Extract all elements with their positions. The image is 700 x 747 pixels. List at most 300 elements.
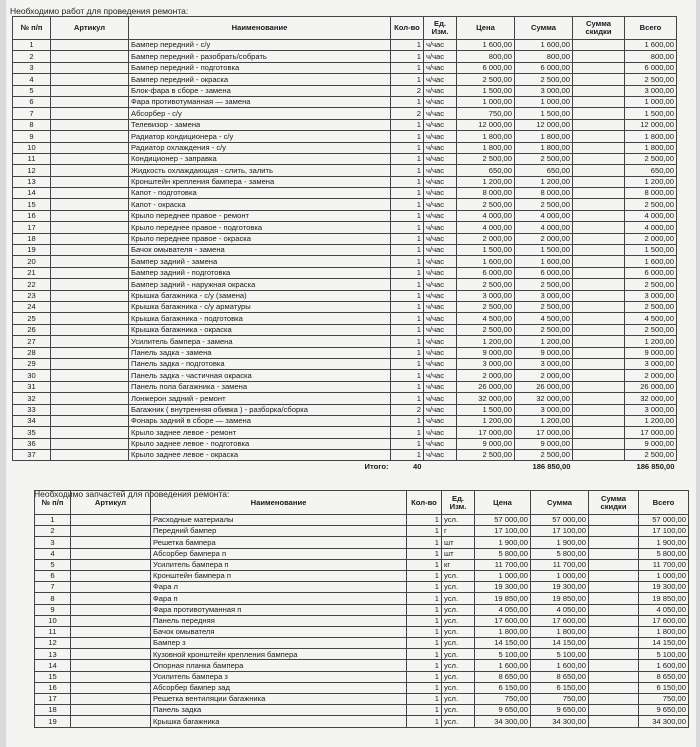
row-total: 2 500,00 <box>625 324 677 335</box>
row-unit: ч/час <box>424 324 457 335</box>
row-discount <box>589 582 639 593</box>
row-name: Бачок омывателя - замена <box>129 245 391 256</box>
row-unit: ч/час <box>424 62 457 73</box>
row-discount <box>573 188 625 199</box>
table-row <box>35 559 689 570</box>
table-row <box>13 233 677 244</box>
row-discount <box>573 347 625 358</box>
row-article <box>71 537 151 548</box>
row-sum: 9 650,00 <box>531 705 589 716</box>
row-discount <box>589 570 639 581</box>
row-article <box>71 593 151 604</box>
row-price: 5 800,00 <box>475 548 531 559</box>
row-price: 4 000,00 <box>457 222 515 233</box>
row-unit: усл. <box>442 671 475 682</box>
row-price: 1 500,00 <box>457 404 515 415</box>
row-qty: 1 <box>407 582 442 593</box>
row-name: Фара л <box>151 582 407 593</box>
row-total: 1 900,00 <box>639 537 689 548</box>
row-name: Крышка багажника - с/у (замена) <box>129 290 391 301</box>
row-name: Капот - окраска <box>129 199 391 210</box>
row-discount <box>589 671 639 682</box>
row-unit: усл. <box>442 705 475 716</box>
row-num: 3 <box>13 62 51 73</box>
row-name: Кузовной кронштейн крепления бампера <box>151 649 407 660</box>
row-sum: 1 600,00 <box>531 660 589 671</box>
row-num: 19 <box>13 245 51 256</box>
row-price: 34 300,00 <box>475 716 531 727</box>
row-price: 26 000,00 <box>457 381 515 392</box>
table-row <box>35 716 689 727</box>
row-discount <box>573 142 625 153</box>
table-row <box>35 649 689 660</box>
row-sum: 2 500,00 <box>515 153 573 164</box>
row-name: Панель передняя <box>151 615 407 626</box>
row-sum: 1 600,00 <box>515 40 573 51</box>
row-qty: 1 <box>391 96 424 107</box>
row-discount <box>573 131 625 142</box>
row-qty: 1 <box>407 694 442 705</box>
row-unit: ч/час <box>424 96 457 107</box>
row-qty: 1 <box>391 450 424 461</box>
table-row <box>35 660 689 671</box>
row-price: 1 900,00 <box>475 537 531 548</box>
row-price: 4 000,00 <box>457 210 515 221</box>
row-qty: 1 <box>407 548 442 559</box>
row-num: 17 <box>35 694 71 705</box>
table-row <box>13 199 677 210</box>
row-name: Передний бампер <box>151 526 407 537</box>
row-qty: 1 <box>407 515 442 526</box>
row-price: 2 500,00 <box>457 74 515 85</box>
row-article <box>71 570 151 581</box>
row-price: 12 000,00 <box>457 119 515 130</box>
row-name: Опорная планка бампера <box>151 660 407 671</box>
row-name: Панель задка - подготовка <box>129 358 391 369</box>
row-price: 57 000,00 <box>475 515 531 526</box>
row-num: 1 <box>35 515 71 526</box>
row-name: Фара противотуманная — замена <box>129 96 391 107</box>
row-sum: 2 500,00 <box>515 74 573 85</box>
row-discount <box>589 660 639 671</box>
row-name: Бампер задний - замена <box>129 256 391 267</box>
row-qty: 1 <box>407 638 442 649</box>
table-row <box>35 537 689 548</box>
row-price: 1 800,00 <box>457 142 515 153</box>
row-article <box>71 515 151 526</box>
row-price: 2 500,00 <box>457 153 515 164</box>
row-price: 6 000,00 <box>457 62 515 73</box>
row-qty: 1 <box>391 370 424 381</box>
row-article <box>71 671 151 682</box>
row-discount <box>573 358 625 369</box>
row-num: 27 <box>13 336 51 347</box>
row-total: 3 000,00 <box>625 85 677 96</box>
row-unit: усл. <box>442 660 475 671</box>
row-qty: 2 <box>391 85 424 96</box>
table-row <box>13 153 677 164</box>
row-article <box>51 108 129 119</box>
row-qty: 1 <box>391 438 424 449</box>
header-name: Наименование <box>129 17 391 40</box>
table-row <box>35 615 689 626</box>
row-total: 4 000,00 <box>625 222 677 233</box>
row-qty: 1 <box>391 176 424 187</box>
row-article <box>71 559 151 570</box>
row-sum: 14 150,00 <box>531 638 589 649</box>
row-sum: 2 500,00 <box>515 324 573 335</box>
row-price: 4 050,00 <box>475 604 531 615</box>
header-price: Цена <box>475 491 531 515</box>
table-row <box>13 176 677 187</box>
row-unit: ч/час <box>424 358 457 369</box>
works-table <box>12 16 677 473</box>
table-row <box>13 290 677 301</box>
row-name: Абсорбер бампер зад <box>151 682 407 693</box>
row-unit: ч/час <box>424 427 457 438</box>
row-sum: 1 900,00 <box>531 537 589 548</box>
row-sum: 4 000,00 <box>515 210 573 221</box>
row-unit: усл. <box>442 570 475 581</box>
row-unit: ч/час <box>424 438 457 449</box>
row-qty: 1 <box>407 604 442 615</box>
header-discount: Сумма скидки <box>589 491 639 515</box>
row-discount <box>589 694 639 705</box>
row-price: 2 500,00 <box>457 450 515 461</box>
row-num: 15 <box>13 199 51 210</box>
row-name: Панель задка <box>151 705 407 716</box>
header-total: Всего <box>625 17 677 40</box>
row-qty: 1 <box>391 415 424 426</box>
row-num: 8 <box>35 593 71 604</box>
row-article <box>71 682 151 693</box>
row-num: 6 <box>35 570 71 581</box>
row-total: 14 150,00 <box>639 638 689 649</box>
row-sum: 2 500,00 <box>515 450 573 461</box>
row-qty: 1 <box>391 165 424 176</box>
row-num: 16 <box>13 210 51 221</box>
row-price: 1 600,00 <box>457 40 515 51</box>
table-row <box>13 404 677 415</box>
row-article <box>51 142 129 153</box>
table-row <box>13 222 677 233</box>
row-total: 5 100,00 <box>639 649 689 660</box>
table-row <box>13 381 677 392</box>
row-article <box>71 694 151 705</box>
row-name: Бампер передний - разобрать/собрать <box>129 51 391 62</box>
row-article <box>71 716 151 727</box>
row-unit: ч/час <box>424 370 457 381</box>
table-row <box>35 548 689 559</box>
row-sum: 17 100,00 <box>531 526 589 537</box>
row-article <box>51 279 129 290</box>
row-price: 1 800,00 <box>457 131 515 142</box>
row-price: 5 100,00 <box>475 649 531 660</box>
row-unit: ч/час <box>424 85 457 96</box>
row-unit: ч/час <box>424 119 457 130</box>
row-article <box>51 210 129 221</box>
row-discount <box>573 256 625 267</box>
row-article <box>51 415 129 426</box>
row-qty: 1 <box>391 393 424 404</box>
row-total: 6 000,00 <box>625 62 677 73</box>
row-name: Крышка багажника - с/у арматуры <box>129 301 391 312</box>
row-num: 14 <box>13 188 51 199</box>
row-unit: кг <box>442 559 475 570</box>
row-price: 8 650,00 <box>475 671 531 682</box>
row-total: 3 000,00 <box>625 358 677 369</box>
row-num: 35 <box>13 427 51 438</box>
row-price: 800,00 <box>457 51 515 62</box>
table-row <box>35 671 689 682</box>
row-unit: г <box>442 526 475 537</box>
table-row <box>13 85 677 96</box>
row-sum: 5 100,00 <box>531 649 589 660</box>
row-sum: 2 500,00 <box>515 199 573 210</box>
row-qty: 1 <box>407 537 442 548</box>
row-sum: 1 800,00 <box>515 131 573 142</box>
row-unit: ч/час <box>424 267 457 278</box>
table-row <box>13 108 677 119</box>
row-article <box>51 393 129 404</box>
table-row <box>13 165 677 176</box>
row-total: 4 500,00 <box>625 313 677 324</box>
row-price: 19 850,00 <box>475 593 531 604</box>
row-sum: 9 000,00 <box>515 438 573 449</box>
table-row <box>13 267 677 278</box>
row-article <box>51 233 129 244</box>
header-article: Артикул <box>71 491 151 515</box>
row-name: Радиатор кондиционера - с/у <box>129 131 391 142</box>
table-row <box>13 245 677 256</box>
row-price: 32 000,00 <box>457 393 515 404</box>
row-name: Крышка багажника <box>151 716 407 727</box>
row-article <box>51 51 129 62</box>
row-qty: 1 <box>407 626 442 637</box>
row-qty: 1 <box>407 705 442 716</box>
row-discount <box>589 716 639 727</box>
row-sum: 1 000,00 <box>515 96 573 107</box>
row-discount <box>573 96 625 107</box>
parts-header-row <box>35 491 689 515</box>
table-row <box>13 370 677 381</box>
row-qty: 1 <box>391 427 424 438</box>
row-name: Блок-фара в сборе - замена <box>129 85 391 96</box>
row-sum: 1 500,00 <box>515 108 573 119</box>
row-article <box>51 358 129 369</box>
row-name: Крыло переднее правое - ремонт <box>129 210 391 221</box>
row-num: 5 <box>35 559 71 570</box>
row-name: Панель задка - частичная окраска <box>129 370 391 381</box>
row-qty: 1 <box>391 301 424 312</box>
row-discount <box>573 370 625 381</box>
row-unit: усл. <box>442 626 475 637</box>
row-sum: 26 000,00 <box>515 381 573 392</box>
row-name: Крыло переднее правое - окраска <box>129 233 391 244</box>
row-num: 4 <box>13 74 51 85</box>
row-sum: 8 000,00 <box>515 188 573 199</box>
row-discount <box>573 393 625 404</box>
row-total: 9 000,00 <box>625 438 677 449</box>
row-qty: 1 <box>391 74 424 85</box>
row-article <box>51 336 129 347</box>
row-name: Крышка багажника - окраска <box>129 324 391 335</box>
row-num: 10 <box>13 142 51 153</box>
row-discount <box>573 290 625 301</box>
row-article <box>51 96 129 107</box>
row-sum: 2 000,00 <box>515 233 573 244</box>
row-unit: ч/час <box>424 393 457 404</box>
table-row <box>13 336 677 347</box>
row-discount <box>589 638 639 649</box>
row-total: 2 500,00 <box>625 450 677 461</box>
row-num: 21 <box>13 267 51 278</box>
row-discount <box>589 705 639 716</box>
row-sum: 2 000,00 <box>515 370 573 381</box>
header-unit: Ед. Изм. <box>424 17 457 40</box>
row-num: 30 <box>13 370 51 381</box>
row-num: 36 <box>13 438 51 449</box>
row-num: 2 <box>35 526 71 537</box>
row-discount <box>589 615 639 626</box>
row-unit: ч/час <box>424 256 457 267</box>
row-price: 8 000,00 <box>457 188 515 199</box>
row-total: 750,00 <box>639 694 689 705</box>
row-discount <box>589 559 639 570</box>
row-qty: 1 <box>391 40 424 51</box>
row-total: 1 800,00 <box>639 626 689 637</box>
row-sum: 750,00 <box>531 694 589 705</box>
row-name: Кронштейн крепления бампера - замена <box>129 176 391 187</box>
row-price: 2 500,00 <box>457 301 515 312</box>
works-caption: Необходимо работ для проведения ремонта: <box>10 6 189 16</box>
works-total-qty: 40 <box>413 462 422 472</box>
row-article <box>51 153 129 164</box>
row-num: 13 <box>35 649 71 660</box>
row-sum: 4 500,00 <box>515 313 573 324</box>
row-sum: 3 000,00 <box>515 358 573 369</box>
row-qty: 1 <box>407 682 442 693</box>
row-qty: 1 <box>391 131 424 142</box>
row-sum: 12 000,00 <box>515 119 573 130</box>
row-num: 33 <box>13 404 51 415</box>
row-num: 20 <box>13 256 51 267</box>
row-qty: 1 <box>391 153 424 164</box>
row-name: Жидкость охлаждающая - слить, залить <box>129 165 391 176</box>
row-qty: 1 <box>391 222 424 233</box>
row-qty: 1 <box>407 615 442 626</box>
table-row <box>13 324 677 335</box>
row-num: 17 <box>13 222 51 233</box>
row-discount <box>573 336 625 347</box>
row-discount <box>573 438 625 449</box>
table-row <box>13 358 677 369</box>
row-total: 9 650,00 <box>639 705 689 716</box>
row-sum: 4 050,00 <box>531 604 589 615</box>
row-num: 26 <box>13 324 51 335</box>
row-article <box>51 370 129 381</box>
row-total: 4 000,00 <box>625 210 677 221</box>
table-row <box>13 450 677 461</box>
row-unit: ч/час <box>424 74 457 85</box>
row-total: 57 000,00 <box>639 515 689 526</box>
row-total: 2 500,00 <box>625 199 677 210</box>
row-unit: усл. <box>442 694 475 705</box>
row-name: Фонарь задний в сборе — замена <box>129 415 391 426</box>
row-sum: 6 000,00 <box>515 62 573 73</box>
works-total-sum: 186 850,00 <box>532 462 571 472</box>
row-num: 31 <box>13 381 51 392</box>
row-qty: 1 <box>407 716 442 727</box>
row-qty: 1 <box>391 256 424 267</box>
row-total: 17 100,00 <box>639 526 689 537</box>
row-article <box>51 450 129 461</box>
row-name: Бампер передний - окраска <box>129 74 391 85</box>
row-sum: 1 500,00 <box>515 245 573 256</box>
row-discount <box>573 74 625 85</box>
row-price: 17 000,00 <box>457 427 515 438</box>
row-total: 12 000,00 <box>625 119 677 130</box>
parts-table <box>34 490 689 728</box>
row-discount <box>589 682 639 693</box>
works-total-label: Итого: <box>364 462 389 472</box>
header-price: Цена <box>457 17 515 40</box>
row-unit: усл. <box>442 682 475 693</box>
row-qty: 1 <box>391 279 424 290</box>
row-price: 2 500,00 <box>457 324 515 335</box>
row-price: 4 500,00 <box>457 313 515 324</box>
row-unit: усл. <box>442 615 475 626</box>
row-qty: 1 <box>391 210 424 221</box>
row-total: 1 600,00 <box>639 660 689 671</box>
row-num: 3 <box>35 537 71 548</box>
row-sum: 6 000,00 <box>515 267 573 278</box>
row-discount <box>573 404 625 415</box>
row-total: 26 000,00 <box>625 381 677 392</box>
row-sum: 3 000,00 <box>515 290 573 301</box>
row-price: 6 000,00 <box>457 267 515 278</box>
row-name: Крышка багажника - подготовка <box>129 313 391 324</box>
row-qty: 1 <box>391 347 424 358</box>
row-unit: ч/час <box>424 40 457 51</box>
row-discount <box>573 165 625 176</box>
row-unit: ч/час <box>424 210 457 221</box>
table-row <box>13 347 677 358</box>
row-unit: шт <box>442 548 475 559</box>
row-unit: ч/час <box>424 222 457 233</box>
row-article <box>51 62 129 73</box>
row-num: 4 <box>35 548 71 559</box>
row-article <box>71 548 151 559</box>
works-header-row <box>13 17 677 40</box>
row-qty: 1 <box>391 188 424 199</box>
row-sum: 4 000,00 <box>515 222 573 233</box>
row-sum: 3 000,00 <box>515 404 573 415</box>
row-sum: 17 000,00 <box>515 427 573 438</box>
works-total-all: 186 850,00 <box>636 462 675 472</box>
row-num: 18 <box>13 233 51 244</box>
row-name: Капот - подготовка <box>129 188 391 199</box>
table-row <box>13 96 677 107</box>
row-article <box>51 438 129 449</box>
row-price: 9 000,00 <box>457 438 515 449</box>
row-article <box>51 404 129 415</box>
row-num: 22 <box>13 279 51 290</box>
row-price: 1 200,00 <box>457 176 515 187</box>
row-total: 19 850,00 <box>639 593 689 604</box>
row-sum: 800,00 <box>515 51 573 62</box>
row-discount <box>573 279 625 290</box>
